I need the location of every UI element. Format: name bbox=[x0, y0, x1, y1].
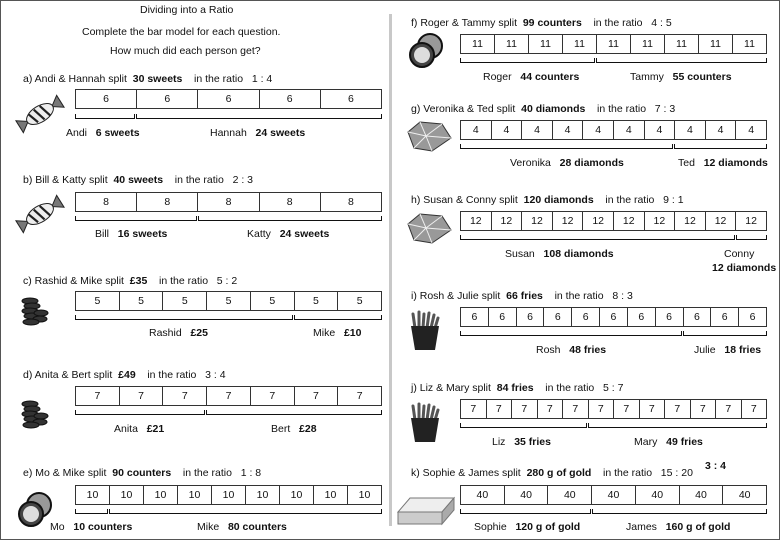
bracket-person-1 bbox=[460, 423, 587, 428]
bar-cell: 12 bbox=[492, 212, 523, 230]
bar-cell: 10 bbox=[246, 486, 280, 504]
person-2-name: Ted bbox=[678, 157, 695, 169]
bracket-person-2 bbox=[736, 235, 767, 240]
person-2-answer: 12 diamonds bbox=[712, 262, 777, 274]
person-2-answer: £10 bbox=[343, 327, 362, 339]
simplified-ratio: 3 : 4 bbox=[705, 460, 727, 472]
column-divider bbox=[389, 14, 392, 526]
bar-cell: 7 bbox=[691, 400, 717, 418]
bar-cell: 4 bbox=[614, 121, 645, 139]
ratio-label: in the ratio bbox=[554, 290, 604, 302]
total-amount: 40 sweets bbox=[113, 174, 164, 186]
person-1-answer: 28 diamonds bbox=[559, 157, 624, 169]
person-2-answer: 24 sweets bbox=[279, 228, 330, 240]
bar-cell: 11 bbox=[461, 35, 495, 53]
person-2-name: Hannah bbox=[210, 127, 247, 139]
counters-icon bbox=[407, 32, 445, 70]
person-1-name: Anita bbox=[114, 423, 138, 435]
person-1-name: Andi bbox=[66, 127, 88, 139]
person-1-name: Liz bbox=[492, 436, 506, 448]
person-1-name: Rashid bbox=[149, 327, 182, 339]
total-amount: £49 bbox=[118, 369, 136, 381]
person-1-answer: 6 sweets bbox=[95, 127, 140, 139]
person-2-name: Conny bbox=[724, 248, 755, 260]
bar-cell: 7 bbox=[461, 400, 487, 418]
bar-cell: 10 bbox=[178, 486, 212, 504]
bracket-person-2 bbox=[596, 58, 767, 63]
sweet-icon bbox=[12, 193, 68, 235]
ratio-value: 5 : 2 bbox=[216, 275, 238, 287]
bracket-person-2 bbox=[198, 216, 382, 221]
question-label: j) Liz & Mary split bbox=[411, 382, 491, 394]
bar-cell: 6 bbox=[137, 90, 198, 108]
total-amount: 120 diamonds bbox=[523, 194, 594, 206]
bar-cell: 8 bbox=[198, 193, 259, 211]
person-1-answer: £21 bbox=[146, 423, 165, 435]
bracket-person-1 bbox=[75, 410, 205, 415]
bar-cell: 7 bbox=[665, 400, 691, 418]
question-label: i) Rosh & Julie split bbox=[411, 290, 501, 302]
bar-cell: 6 bbox=[544, 308, 572, 326]
bar-cell: 6 bbox=[572, 308, 600, 326]
ratio-value: 7 : 3 bbox=[654, 103, 676, 115]
bracket-person-2 bbox=[136, 114, 382, 119]
person-2-name: James bbox=[626, 521, 657, 533]
person-1-name: Roger bbox=[483, 71, 512, 83]
bracket-person-2 bbox=[674, 144, 767, 149]
bar-cell: 4 bbox=[492, 121, 523, 139]
bar-cell: 12 bbox=[706, 212, 737, 230]
ratio-value: 4 : 5 bbox=[651, 17, 672, 29]
fries-icon bbox=[407, 310, 443, 352]
question-label: k) Sophie & James split bbox=[411, 467, 521, 479]
ratio-value: 1 : 4 bbox=[251, 73, 273, 85]
person-1-answer: 16 sweets bbox=[117, 228, 168, 240]
bar-cell: 10 bbox=[110, 486, 144, 504]
question-label: d) Anita & Bert split bbox=[23, 369, 113, 381]
person-2-answer: 18 fries bbox=[724, 344, 762, 356]
bar-cell: 10 bbox=[280, 486, 314, 504]
bar-cell: 10 bbox=[314, 486, 348, 504]
bracket-person-2 bbox=[683, 331, 767, 336]
bar-cell: 8 bbox=[347, 196, 354, 208]
bar-cell: 12 bbox=[461, 212, 492, 230]
bar-cell: 4 bbox=[461, 121, 492, 139]
bar-cell: 7 bbox=[512, 400, 538, 418]
diamond-icon bbox=[404, 118, 454, 154]
person-1-answer: 10 counters bbox=[73, 521, 133, 533]
bar-cell: 7 bbox=[614, 400, 640, 418]
total-amount: 66 fries bbox=[506, 290, 543, 302]
total-amount: 30 sweets bbox=[132, 73, 183, 85]
bar-cell: 6 bbox=[517, 308, 545, 326]
bar-cell: 5 bbox=[76, 292, 120, 310]
question-label: g) Veronika & Ted split bbox=[411, 103, 516, 115]
person-2-name: Mary bbox=[634, 436, 658, 448]
person-2-answer: 80 counters bbox=[227, 521, 287, 533]
bar-cell: 7 bbox=[487, 400, 513, 418]
bar-cell: 6 bbox=[198, 90, 259, 108]
bar-cell: 40 bbox=[461, 486, 505, 504]
total-amount: 90 counters bbox=[112, 467, 172, 479]
ratio-label: in the ratio bbox=[147, 369, 197, 381]
bracket-person-1 bbox=[460, 331, 682, 336]
worksheet-title: Dividing into a Ratio bbox=[140, 4, 234, 16]
ratio-value: 9 : 1 bbox=[663, 194, 684, 206]
bar-cell: 4 bbox=[706, 121, 737, 139]
gold-bar-icon bbox=[396, 494, 456, 528]
bar-cell: 7 bbox=[356, 390, 363, 402]
bracket-person-1 bbox=[460, 144, 673, 149]
person-2-name: Tammy bbox=[630, 71, 664, 83]
bar-cell: 7 bbox=[640, 400, 666, 418]
person-1-name: Mo bbox=[50, 521, 65, 533]
counters-icon bbox=[16, 490, 54, 528]
bar-cell: 10 bbox=[144, 486, 178, 504]
ratio-label: in the ratio bbox=[593, 17, 643, 29]
ratio-label: in the ratio bbox=[174, 174, 224, 186]
ratio-value: 5 : 7 bbox=[603, 382, 624, 394]
person-1-name: Bill bbox=[95, 228, 110, 240]
bar-cell: 11 bbox=[744, 38, 755, 50]
bar-cell: 4 bbox=[645, 121, 676, 139]
person-2-name: Katty bbox=[247, 228, 271, 240]
bar-cell: 5 bbox=[356, 295, 363, 307]
bar-cell: 6 bbox=[749, 311, 756, 323]
ratio-value: 3 : 4 bbox=[205, 369, 226, 381]
person-2-answer: £28 bbox=[299, 423, 317, 435]
bar-cell: 11 bbox=[529, 35, 563, 53]
person-1-answer: £25 bbox=[190, 327, 208, 339]
bar-cell: 12 bbox=[614, 212, 645, 230]
bar-cell: 5 bbox=[251, 292, 295, 310]
bar-cell: 5 bbox=[207, 292, 251, 310]
total-amount: £35 bbox=[129, 275, 148, 287]
bar-cell: 8 bbox=[260, 193, 321, 211]
bar-cell: 11 bbox=[563, 35, 597, 53]
person-1-name: Rosh bbox=[536, 344, 561, 356]
diamond-icon bbox=[404, 210, 454, 246]
bar-cell: 40 bbox=[505, 486, 549, 504]
bar-cell: 40 bbox=[680, 486, 724, 504]
ratio-value: 2 : 3 bbox=[232, 174, 253, 186]
ratio-label: in the ratio bbox=[159, 275, 209, 287]
bar-cell: 7 bbox=[120, 387, 164, 405]
bracket-person-2 bbox=[592, 509, 767, 514]
question-label: f) Roger & Tammy split bbox=[411, 17, 517, 29]
bar-cell: 4 bbox=[522, 121, 553, 139]
bar-cell: 40 bbox=[592, 486, 636, 504]
bar-cell: 6 bbox=[76, 90, 137, 108]
person-2-name: Mike bbox=[197, 521, 220, 533]
person-1-name: Susan bbox=[505, 248, 535, 260]
bar-cell: 4 bbox=[553, 121, 584, 139]
bracket-person-1 bbox=[460, 235, 735, 240]
sweet-icon bbox=[12, 93, 68, 135]
ratio-label: in the ratio bbox=[605, 194, 655, 206]
bracket-person-1 bbox=[460, 58, 595, 63]
bar-cell: 11 bbox=[699, 35, 733, 53]
bracket-person-2 bbox=[588, 423, 767, 428]
bar-cell: 12 bbox=[583, 212, 614, 230]
person-2-answer: 12 diamonds bbox=[703, 157, 768, 169]
bar-cell: 6 bbox=[600, 308, 628, 326]
instruction-line-2: How much did each person get? bbox=[110, 45, 261, 57]
bracket-person-1 bbox=[75, 315, 293, 320]
person-2-name: Mike bbox=[313, 327, 336, 339]
person-1-answer: 48 fries bbox=[569, 344, 607, 356]
ratio-label: in the ratio bbox=[597, 103, 647, 115]
bar-cell: 10 bbox=[212, 486, 246, 504]
person-2-name: Julie bbox=[694, 344, 716, 356]
total-amount: 280 g of gold bbox=[526, 467, 592, 479]
bar-cell: 7 bbox=[563, 400, 589, 418]
question-label: c) Rashid & Mike split bbox=[23, 275, 124, 287]
bar-cell: 6 bbox=[260, 90, 321, 108]
bar-cell: 10 bbox=[76, 486, 110, 504]
bar-cell: 6 bbox=[489, 308, 517, 326]
ratio-label: in the ratio bbox=[194, 73, 244, 85]
bracket-person-1 bbox=[460, 509, 591, 514]
bar-cell: 7 bbox=[76, 387, 120, 405]
bracket-person-1 bbox=[75, 216, 197, 221]
total-amount: 99 counters bbox=[522, 17, 582, 29]
bar-cell: 5 bbox=[120, 292, 164, 310]
bracket-person-2 bbox=[294, 315, 382, 320]
person-1-answer: 35 fries bbox=[514, 436, 551, 448]
total-amount: 84 fries bbox=[496, 382, 534, 394]
bar-cell: 7 bbox=[251, 387, 295, 405]
person-2-answer: 49 fries bbox=[666, 436, 703, 448]
bar-cell: 6 bbox=[656, 308, 684, 326]
ratio-value: 8 : 3 bbox=[612, 290, 633, 302]
bar-cell: 6 bbox=[347, 93, 354, 105]
bar-cell: 7 bbox=[163, 387, 207, 405]
bar-cell: 7 bbox=[589, 400, 615, 418]
person-2-answer: 24 sweets bbox=[255, 127, 306, 139]
bar-cell: 6 bbox=[711, 308, 739, 326]
bar-cell: 7 bbox=[538, 400, 564, 418]
person-1-name: Sophie bbox=[474, 521, 507, 533]
ratio-value: 15 : 20 bbox=[660, 467, 693, 479]
bracket-person-1 bbox=[75, 114, 135, 119]
question-label: a) Andi & Hannah split bbox=[23, 73, 127, 85]
fries-icon bbox=[407, 402, 443, 444]
bar-cell: 11 bbox=[597, 35, 631, 53]
bar-cell: 11 bbox=[631, 35, 665, 53]
bar-cell: 7 bbox=[207, 387, 251, 405]
bar-cell: 8 bbox=[76, 193, 137, 211]
question-label: b) Bill & Katty split bbox=[23, 174, 108, 186]
bar-cell: 12 bbox=[675, 212, 706, 230]
person-2-name: Bert bbox=[271, 423, 291, 435]
question-label: e) Mo & Mike split bbox=[23, 467, 107, 479]
bar-cell: 7 bbox=[295, 387, 339, 405]
person-1-name: Veronika bbox=[510, 157, 551, 169]
person-2-answer: 55 counters bbox=[672, 71, 732, 83]
ratio-label: in the ratio bbox=[603, 467, 653, 479]
person-1-answer: 108 diamonds bbox=[543, 248, 614, 260]
bar-cell: 40 bbox=[738, 489, 751, 501]
bar-cell: 4 bbox=[583, 121, 614, 139]
bracket-person-2 bbox=[109, 509, 382, 514]
bar-cell: 11 bbox=[495, 35, 529, 53]
bar-cell: 7 bbox=[716, 400, 742, 418]
bar-cell: 10 bbox=[358, 489, 371, 501]
bar-cell: 12 bbox=[553, 212, 584, 230]
bar-cell: 7 bbox=[750, 403, 757, 415]
bar-cell: 6 bbox=[684, 308, 712, 326]
ratio-label: in the ratio bbox=[182, 467, 232, 479]
bar-cell: 12 bbox=[522, 212, 553, 230]
question-label: h) Susan & Conny split bbox=[411, 194, 518, 206]
ratio-label: in the ratio bbox=[545, 382, 595, 394]
person-1-answer: 44 counters bbox=[520, 71, 580, 83]
bar-cell: 8 bbox=[137, 193, 198, 211]
bar-cell: 4 bbox=[748, 124, 755, 136]
bar-cell: 40 bbox=[548, 486, 592, 504]
bracket-person-2 bbox=[206, 410, 382, 415]
bar-cell: 6 bbox=[628, 308, 656, 326]
bar-cell: 12 bbox=[645, 212, 676, 230]
bar-cell: 6 bbox=[461, 308, 489, 326]
bar-cell: 5 bbox=[295, 292, 339, 310]
bracket-person-1 bbox=[75, 509, 108, 514]
person-1-answer: 120 g of gold bbox=[515, 521, 581, 533]
ratio-value: 1 : 8 bbox=[240, 467, 262, 479]
bar-cell: 4 bbox=[675, 121, 706, 139]
coins-stack-icon bbox=[20, 295, 50, 329]
bar-cell: 11 bbox=[665, 35, 699, 53]
bar-cell: 5 bbox=[163, 292, 207, 310]
coins-stack-icon bbox=[20, 398, 50, 432]
total-amount: 40 diamonds bbox=[521, 103, 586, 115]
instruction-line-1: Complete the bar model for each question. bbox=[82, 26, 281, 38]
bar-cell: 12 bbox=[745, 215, 757, 227]
bar-cell: 40 bbox=[636, 486, 680, 504]
person-2-answer: 160 g of gold bbox=[665, 521, 731, 533]
